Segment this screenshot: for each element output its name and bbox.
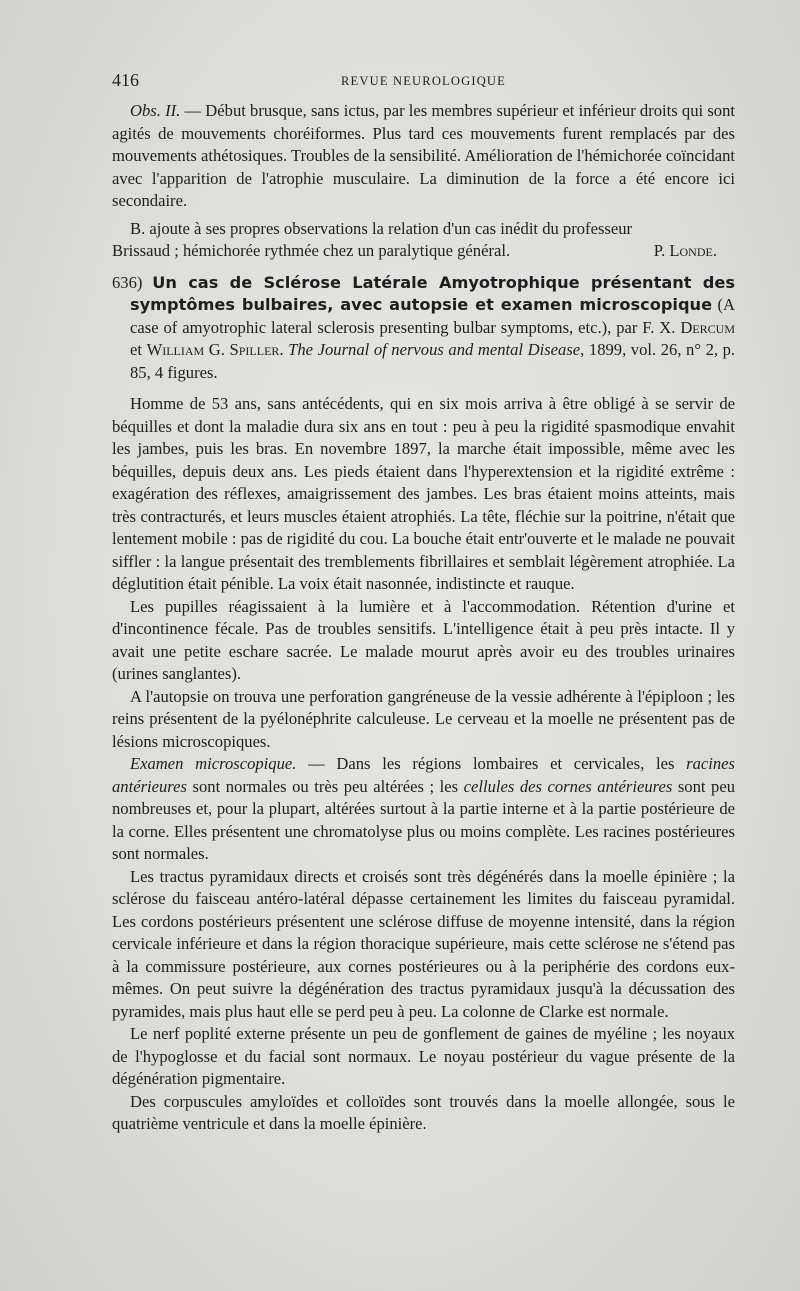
running-title: REVUE NEUROLOGIQUE — [341, 74, 506, 88]
entry-title: Un cas de Sclérose Latérale Amyotrophique présentant des symptômes bulbaires, avec autopsie et examen microscopique — [130, 272, 735, 314]
entry-author-2: William — [146, 340, 205, 359]
paragraph-corpuscles: Des corpuscules amyloïdes et colloïdes sont trouvés dans la moelle allongée, sous le quatrième ventricule et dans la moelle épinière. — [112, 1091, 735, 1133]
microscopic-text-a: — Dans les régions lombaires et cervicales, les — [296, 754, 687, 773]
page-header — [112, 70, 735, 98]
observation-paragraph — [112, 100, 735, 213]
paragraph-pupils: Les pupilles réagissaient à la lumière et à l'accommodation. Rétention d'urine et d'incontinence fécale. Pas de troubles sensitifs. L'intelligence était à peu près intacte. Il y avait une petite eschare sacrée. Le malade mourut après avoir eu des troubles urinaires (urines sanglantes). — [112, 596, 735, 683]
summary-paragraph — [112, 218, 735, 241]
summary-text: B. ajoute à ses propres observations la relation d'un cas inédit du professeur — [130, 218, 633, 238]
microscopic-italic-2: cellules des cornes antérieures — [463, 776, 673, 796]
observation-text: — Début brusque, sans ictus, par les membres supérieur et inférieur droits qui sont agités de mouvements choréiformes. Plus tard ces mouvements furent remplacés par des mouvements athétosiques. Troubles de la sensibilité. Amélioration de l'hémichorée coïncidant avec l'apparition de l'atrophie musculaire. La diminution de la force a été encore ici secondaire. — [112, 101, 735, 210]
entry-conjunction: et — [130, 340, 147, 359]
summary-signature-line — [112, 240, 735, 263]
entry-author-1: Dercum — [680, 317, 735, 337]
microscopic-text-c: sont peu nombreuses et, pour la plupart, altérées surtout à la partie interne et à la partie postérieure de la corne. Elles présentent une chromatolyse plus ou moins complète. Les racines postérieures sont normales. — [112, 776, 736, 863]
entry-author-2-initial: G. — [204, 340, 230, 359]
paragraph-case-history: Homme de 53 ans, sans antécédents, qui en six mois arriva à être obligé à se servir de béquilles et dont la maladie dura six ans en tout : peu à peu la rigidité spasmodique envahit les jambes, puis les bras. En novembre 1897, la marche était impossible, même avec les béquilles, depuis deux ans. Les pieds étaient dans l'hyperextension et la rigidité extrême : exagération des réflexes, amaigrissement des jambes. Les bras étaient moins atteints, mais très contracturés, et leurs muscles étaient atrophiés. La tête, fléchie sur la poitrine, n'était que lentement mobile : pas de rigidité du cou. La bouche était entr'ouverte et le malade ne pouvait siffler : la langue présentait des tremblements fibrillaires et semblait légèrement atrophiée. La déglutition était pénible. La voix était nasonnée, indistincte et rauque. — [112, 394, 735, 593]
paragraph-pyramidal-tracts: Les tractus pyramidaux directs et croisés sont très dégénérés dans la moelle épinière ; la sclérose du faisceau antéro-latéral dépasse certainement les limites du faisceau pyramidal. Les cordons postérieurs présentent une sclérose diffuse de moyenne intensité, dans la région cervicale inférieure et dans la région thoracique supérieure, mais cette sclérose ne s'étend pas à la commissure postérieure, aux cornes postérieures ou à la periphérie des cordons eux-mêmes. On peut suivre la dégénération des tractus pyramidaux jusqu'à la décussation des pyramides, mais plus haut elle se perd peu à peu. La colonne de Clarke est normale. — [112, 866, 735, 1021]
summary-text-end: Brissaud ; hémichorée rythmée chez un paralytique général. — [112, 241, 511, 260]
entry-heading — [112, 272, 735, 385]
entry-reference: , 1899, vol. 26, n° 2, p. 85, 4 figures. — [130, 340, 736, 382]
page-number: 416 — [112, 70, 139, 90]
entry-separator: . — [279, 340, 289, 359]
paragraph-nerves: Le nerf poplité externe présente un peu de gonflement de gaines de myéline ; les noyaux de l'hypoglosse et du facial sont normaux. Le noyau postérieur du vague présente de la dégénération pigmentaire. — [112, 1024, 735, 1088]
entry-number: 636) — [112, 272, 143, 292]
microscopic-exam-label: Examen microscopique. — [130, 754, 297, 773]
entry-subtitle: (A case of amyotrophic lateral sclerosis presenting bulbar symptoms, etc.), par F. X. — [130, 295, 735, 337]
page-body — [112, 100, 735, 1136]
microscopic-italic-1: racines antérieures — [112, 754, 735, 796]
bibliographic-entry — [112, 272, 735, 385]
microscopic-text-b: sont normales ou très peu altérées ; les — [186, 776, 464, 796]
entry-journal: The Journal of nervous and mental Disease — [288, 340, 581, 359]
summary-signature: P. Londe. — [653, 241, 717, 260]
paragraph-microscopic-exam — [112, 753, 735, 866]
paragraph-autopsy: A l'autopsie on trouva une perforation gangréneuse de la vessie adhérente à l'épiploon ; les reins présentent de la pyélonéphrite calculeuse. Le cerveau et la moelle ne présentent pas de lésions microscopiques. — [112, 686, 735, 751]
observation-label: Obs. II. — [130, 101, 181, 120]
entry-author-3: Spiller — [229, 340, 280, 359]
